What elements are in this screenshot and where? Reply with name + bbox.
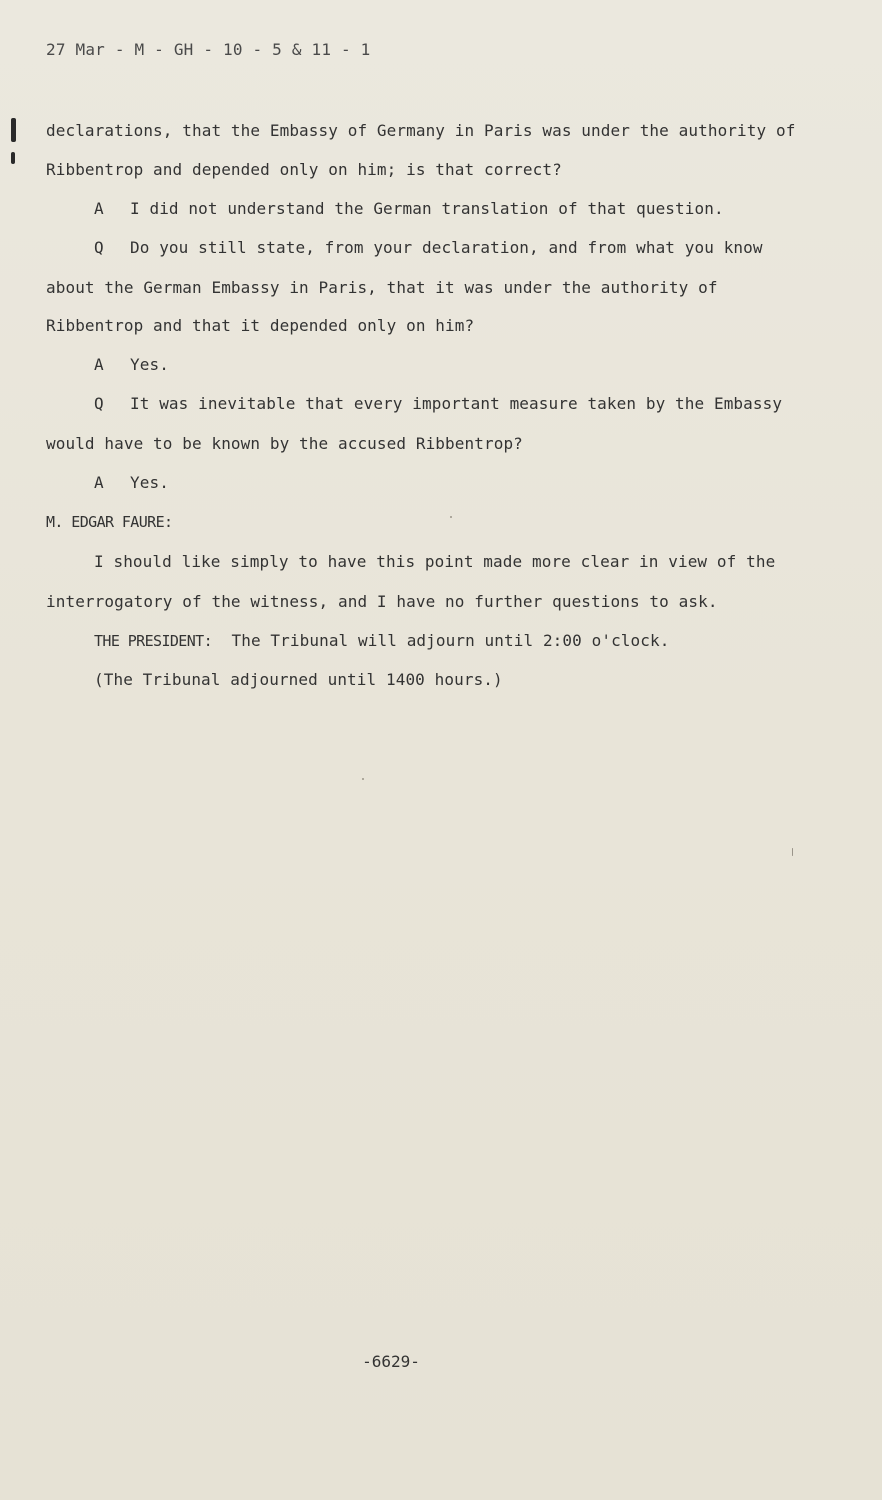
text-line (94, 552, 775, 571)
text-line (46, 121, 795, 140)
question-line (94, 394, 782, 413)
answer-marker: A (94, 199, 104, 218)
question-marker: Q (94, 238, 104, 257)
speaker-line (94, 631, 669, 650)
text-line (94, 670, 503, 689)
speaker-name: M. EDGAR FAURE: (46, 513, 173, 531)
speaker-name: THE PRESIDENT: (94, 632, 213, 650)
paper-speck (362, 778, 364, 780)
line-text: (The Tribunal adjourned until 1400 hours.) (94, 670, 503, 689)
answer-line (94, 199, 724, 218)
text-line (46, 160, 562, 179)
line-text: about the German Embassy in Paris, that it was under the authority of (46, 278, 718, 297)
text-line (46, 592, 718, 611)
answer-line (94, 473, 169, 492)
line-text: interrogatory of the witness, and I have no further questions to ask. (46, 592, 718, 611)
text-line (46, 316, 474, 335)
page-number: -6629- (362, 1352, 420, 1371)
line-text: It was inevitable that every important measure taken by the Embassy (130, 394, 783, 413)
question-line (94, 238, 763, 257)
line-text: Ribbentrop and that it depended only on him? (46, 316, 475, 335)
document-header: 27 Mar - M - GH - 10 - 5 & 11 - 1 (46, 40, 371, 59)
answer-line (94, 355, 169, 374)
paper-speck (450, 516, 452, 518)
line-text: Yes. (130, 473, 169, 492)
answer-marker: A (94, 473, 104, 492)
paper-speck (792, 848, 793, 856)
line-text: declarations, that the Embassy of Germany in Paris was under the authority of (46, 121, 796, 140)
margin-mark (11, 118, 16, 142)
answer-marker: A (94, 355, 104, 374)
line-text: Do you still state, from your declaration, and from what you know (130, 238, 763, 257)
margin-mark (11, 152, 15, 164)
question-marker: Q (94, 394, 104, 413)
line-text: The Tribunal will adjourn until 2:00 o'clock. (231, 631, 670, 650)
line-text: would have to be known by the accused Ribbentrop? (46, 434, 523, 453)
line-text: Ribbentrop and depended only on him; is that correct? (46, 160, 562, 179)
speaker-line (46, 512, 172, 531)
line-text: I should like simply to have this point made more clear in view of the (94, 552, 776, 571)
text-line (46, 278, 718, 297)
text-line (46, 434, 523, 453)
line-text: Yes. (130, 355, 169, 374)
line-text: I did not understand the German translation of that question. (130, 199, 724, 218)
